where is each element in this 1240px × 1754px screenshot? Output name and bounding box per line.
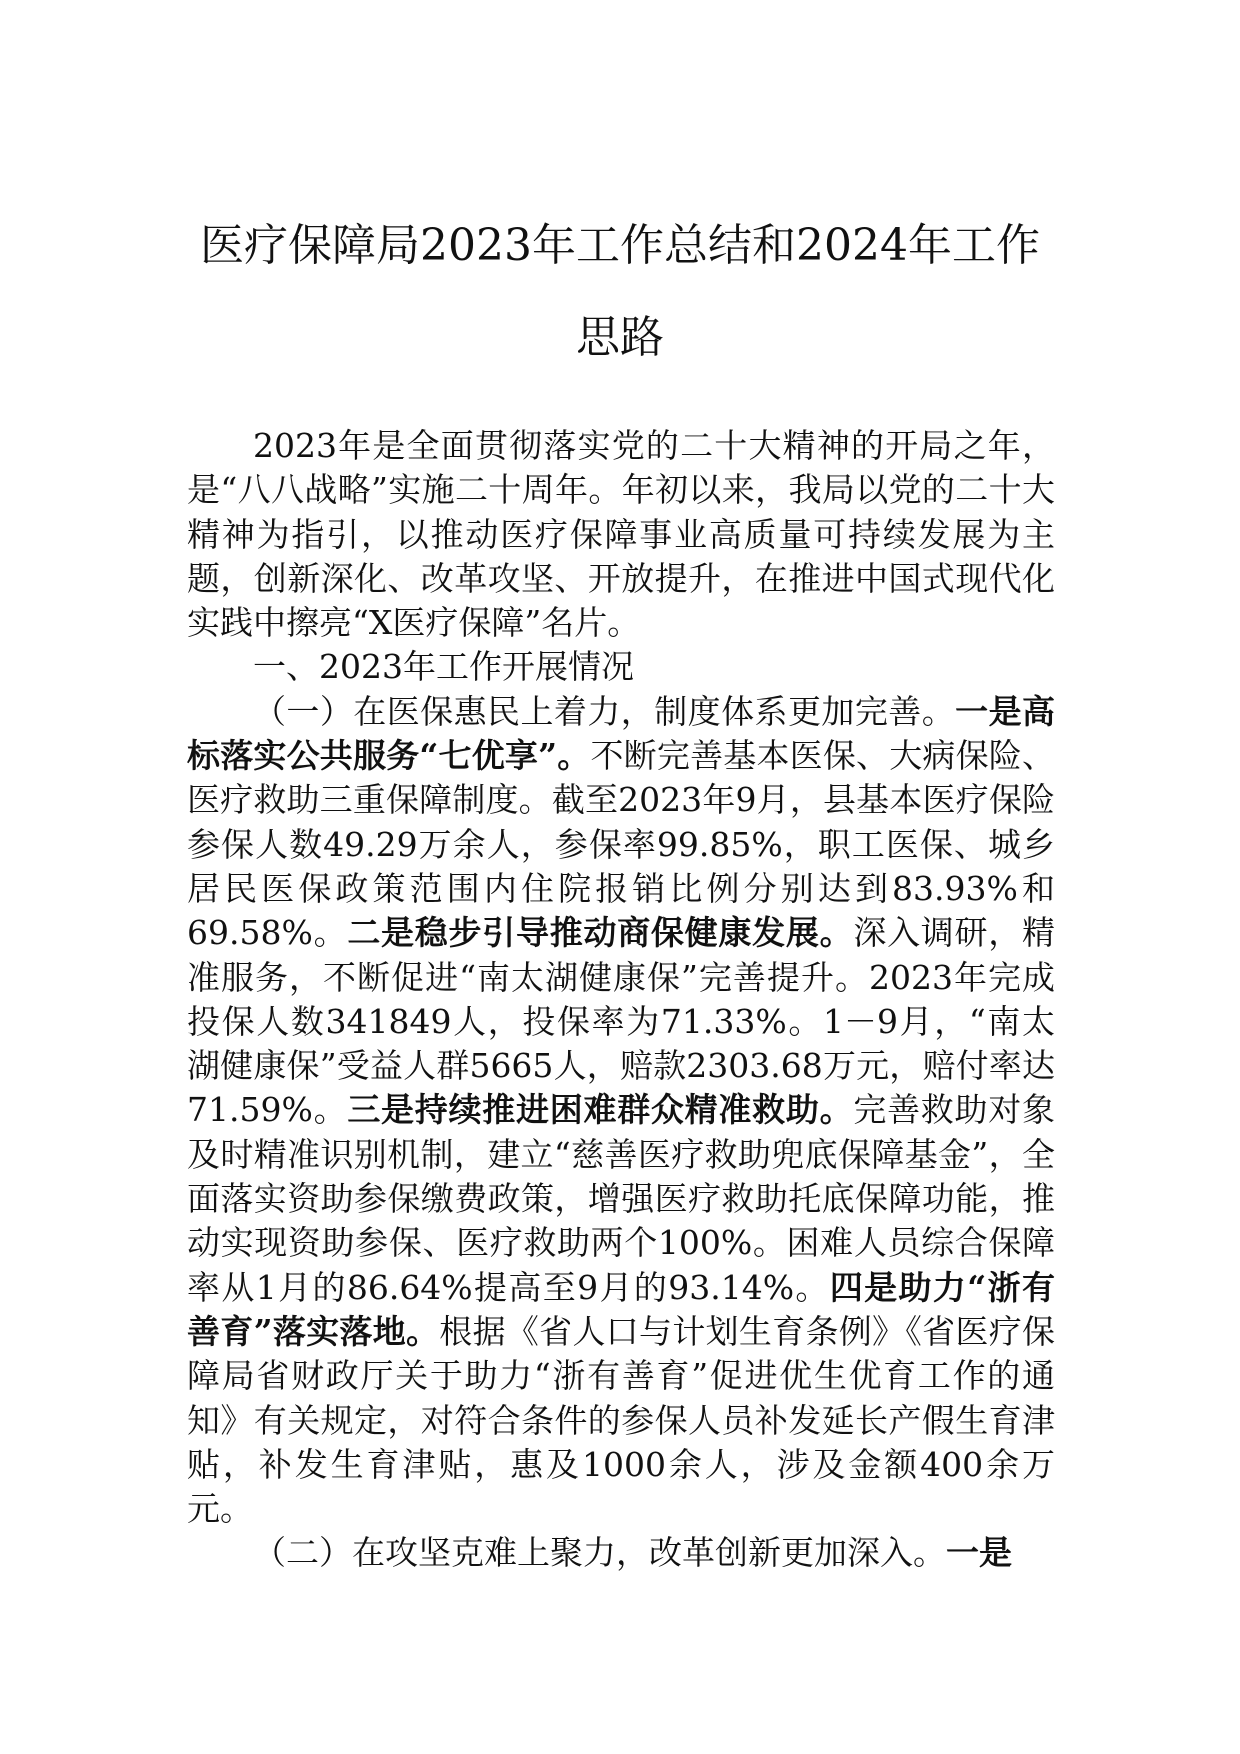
section-1-intro: （一）在医保惠民上着力，制度体系更加完善。 <box>253 691 956 731</box>
point-4-text: 根据《省人口与计划生育条例》《省医疗保障局省财政厅关于助力“浙有善育”促进优生优育工作的通知》有关规定，对符合条件的参保人员补发延长产假生育津贴，补发生育津贴，惠及1000余人，涉及金额400余万元。 <box>187 1311 1055 1529</box>
point-3-heading: 三是持续推进困难群众精准救助。 <box>347 1090 854 1130</box>
document-title <box>150 200 1090 384</box>
section-2-point-1-heading: 一是 <box>946 1533 1012 1573</box>
point-4-heading: 四是助力“浙有善育”落实落地。 <box>187 1267 1056 1351</box>
section-2-intro: （二）在攻坚克难上聚力，改革创新更加深入。 <box>253 1533 946 1573</box>
point-1-heading: 一是高标落实公共服务“七优享”。 <box>187 691 1056 776</box>
section-2-paragraph <box>187 1531 1055 1575</box>
title-line-2: 思路 <box>576 312 664 363</box>
point-1-text: 不断完善基本医保、大病保险、医疗救助三重保障制度。截至2023年9月，县基本医疗保险参保人数49.29万余人，参保率99.85%，职工医保、城乡居民医保政策范围内住院报销比例分别达到83.93%和69.58%。 <box>187 736 1056 953</box>
intro-paragraph: 2023年是全面贯彻落实党的二十大精神的开局之年，是“八八战略”实施二十周年。年初以来，我局以党的二十大精神为指引，以推动医疗保障事业高质量可持续发展为主题，创新深化、改革攻坚、开放提升，在推进中国式现代化实践中擦亮“X医疗保障”名片。 <box>187 426 1055 643</box>
section-1-paragraph <box>187 690 1055 1532</box>
document-body <box>187 424 1055 1576</box>
section-heading-1: 一、2023年工作开展情况 <box>253 647 634 687</box>
point-3-text: 完善救助对象及时精准识别机制，建立“慈善医疗救助兜底保障基金”，全面落实资助参保缴费政策，增强医疗救助托底保障功能，推动实现资助参保、医疗救助两个100%。困难人员综合保障率从1月的86.64%提高至9月的93.14%。 <box>187 1090 1055 1307</box>
point-2-text: 深入调研，精准服务，不断促进“南太湖健康保”完善提升。2023年完成投保人数341849人，投保率为71.33%。1－9月，“南太湖健康保”受益人群5665人，赔款2303.68万元，赔付率达71.59%。 <box>187 913 1055 1130</box>
point-2-heading: 二是稳步引导推动商保健康发展。 <box>347 913 854 953</box>
title-line-1: 医疗保障局2023年工作总结和2024年工作 <box>200 220 1040 271</box>
